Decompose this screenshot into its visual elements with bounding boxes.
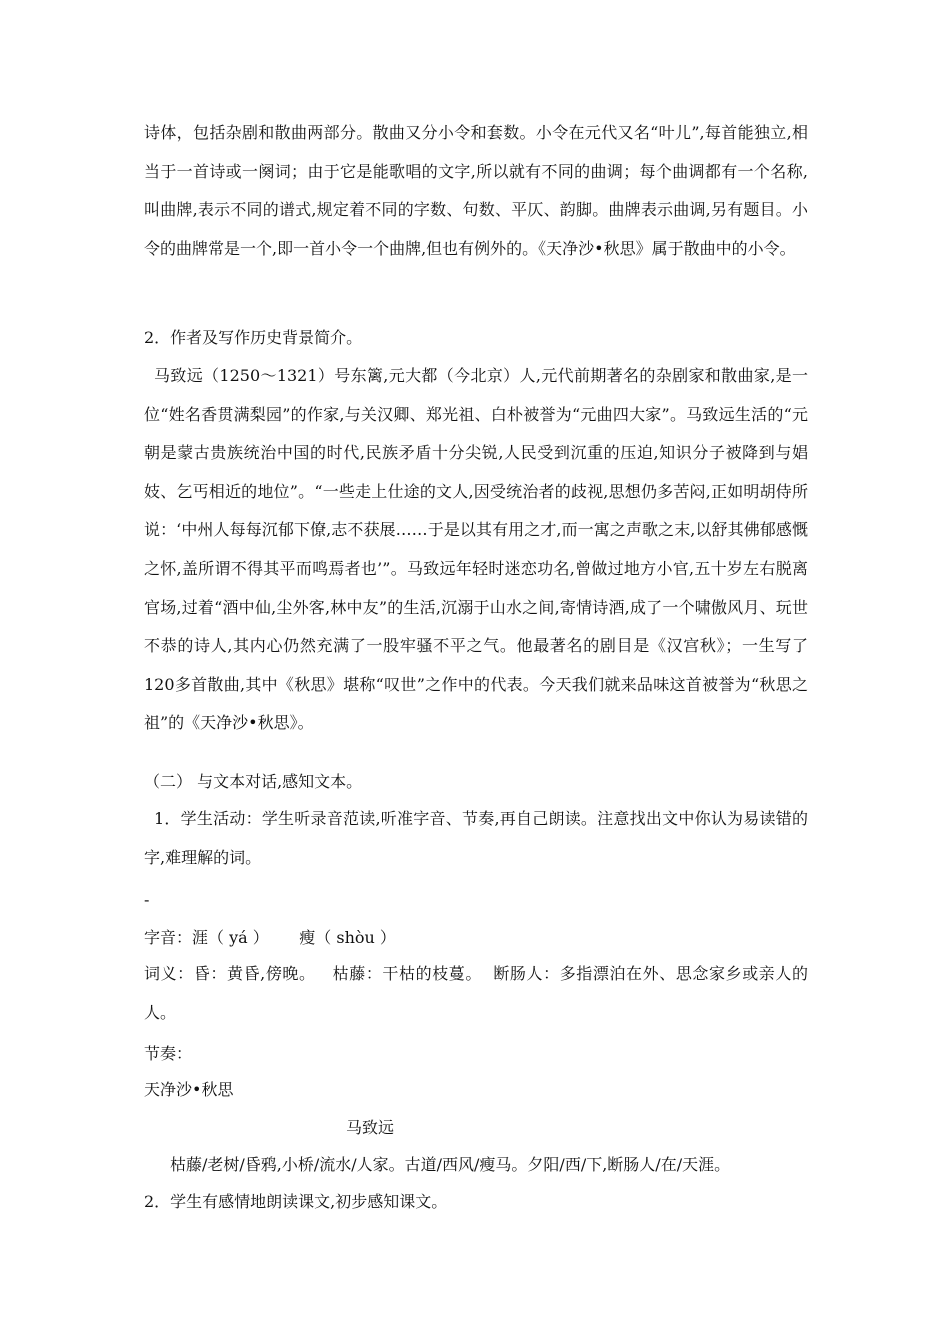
- rhythm-label: 节奏：: [144, 1044, 193, 1063]
- poem-body: 枯藤/老树/昏鸦,小桥/流水/人家。古道/西风/瘦马。夕阳/西/下,断肠人/在/天涯。: [170, 1155, 731, 1174]
- section-heading-dialogue: （二） 与文本对话,感知文本。: [144, 772, 363, 791]
- author-background-paragraph: 马致远（1250～1321）号东篱,元大都（今北京）人,元代前期著名的杂剧家和散曲家,是一位“姓名香贯满梨园”的作家,与关汉卿、郑光祖、白朴被誉为“元曲四大家”。马致远生活的“元朝是蒙古贵族统治中国的时代,民族矛盾十分尖锐,人民受到沉重的压迫,知识分子被降到与娼妓、乞丐相近的地位”。“一些走上仕途的文人,因受统治者的歧视,思想仍多苦闷,正如明胡侍所说：‘中州人每每沉郁下僚,志不获展……于是以其有用之才,而一寓之声歌之末,以舒其佛郁感慨之怀,盖所谓不得其平而鸣焉者也’”。马致远年轻时迷恋功名,曾做过地方小官,五十岁左右脱离官场,过着“酒中仙,尘外客,林中友”的生活,沉溺于山水之间,寄情诗酒,成了一个啸傲风月、玩世不恭的诗人,其内心仍然充满了一股牢骚不平之气。他最著名的剧目是《汉宫秋》；一生写了120多首散曲,其中《秋思》堪称“叹世”之作中的代表。今天我们就来品味这首被誉为“秋思之祖”的《天净沙•秋思》。: [144, 366, 808, 733]
- poem-title: 天净沙•秋思: [144, 1080, 234, 1099]
- vocabulary-paragraph: 词义：昏：黄昏,傍晚。 枯藤：干枯的枝蔓。 断肠人：多指漂泊在外、思念家乡或亲人的人。: [144, 964, 808, 1022]
- section-heading-author: 2．作者及写作历史背景简介。: [144, 328, 363, 347]
- poem-author: 马致远: [346, 1118, 395, 1137]
- activity-two-line: 2．学生有感情地朗读课文,初步感知课文。: [144, 1192, 448, 1211]
- pronunciation-line: 字音：涯（ yá ） 瘦（ shòu ）: [144, 928, 396, 947]
- intro-paragraph: 诗体，包括杂剧和散曲两部分。散曲又分小令和套数。小令在元代又名“叶儿”,每首能独立,相当于一首诗或一阕词；由于它是能歌唱的文字,所以就有不同的曲调；每个曲调都有一个名称,叫曲牌,表示不同的谱式,规定着不同的字数、句数、平仄、韵脚。曲牌表示曲调,另有题目。小令的曲牌常是一个,即一首小令一个曲牌,但也有例外的。《天净沙•秋思》属于散曲中的小令。: [144, 123, 808, 258]
- separator-dash: -: [144, 890, 150, 909]
- student-activity-paragraph: 1．学生活动：学生听录音范读,听准字音、节奏,再自己朗读。注意找出文中你认为易读错的字,难理解的词。: [144, 809, 808, 867]
